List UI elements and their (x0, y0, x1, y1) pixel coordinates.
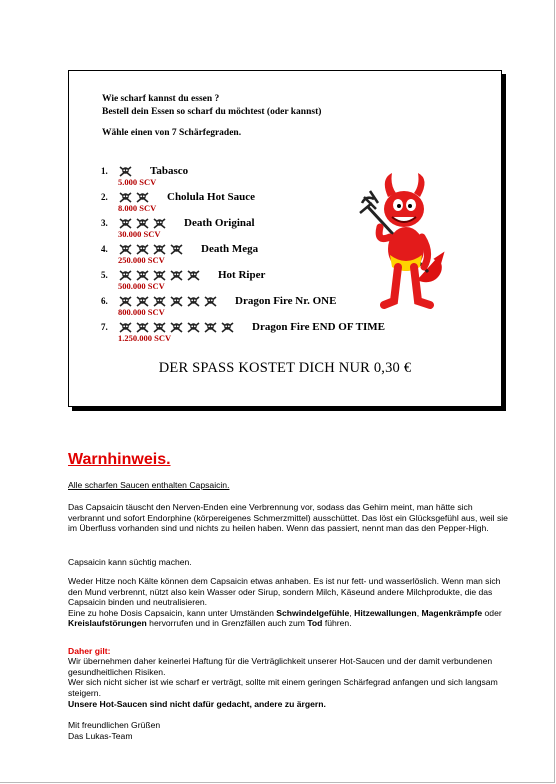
level-scv: 800.000 SCV (118, 307, 165, 317)
menu-box (68, 70, 502, 407)
level-number: 2. (101, 192, 108, 202)
level-item (101, 268, 266, 291)
skull-crossbones-icon (170, 244, 183, 255)
level-row (101, 190, 255, 204)
level-scv: 30.000 SCV (118, 229, 161, 239)
level-row (101, 294, 336, 308)
dose-bold-3: Magenkrämpfe (421, 607, 483, 618)
level-skulls (119, 243, 187, 255)
level-scv: 8.000 SCV (118, 203, 157, 213)
skull-crossbones-icon (153, 218, 166, 229)
paragraph-purpose: Unsere Hot-Saucen sind nicht dafür gedacht, andere zu ärgern. (68, 699, 326, 709)
dose-text-2: , (349, 607, 355, 618)
level-item (101, 242, 259, 265)
skull-crossbones-icon (119, 296, 132, 307)
skull-crossbones-icon (136, 296, 149, 307)
level-row (101, 216, 255, 230)
paragraph-advice: Wer sich nicht sicher ist wie scharf er verträgt, sollte mit einem geringen Schärfegrad anfangen und sich langsam steigern. (68, 677, 498, 698)
level-item (101, 164, 189, 187)
skull-crossbones-icon (204, 296, 217, 307)
skull-crossbones-icon (170, 322, 183, 333)
level-number: 1. (101, 166, 108, 176)
level-skulls (119, 191, 153, 203)
closing-signature: Das Lukas-Team (68, 731, 133, 741)
level-row (101, 242, 258, 256)
level-row (101, 320, 385, 334)
solubility-text: Weder Hitze noch Kälte können dem Capsaicin etwas anhaben. Es ist nur fett- und wasserlöslich. Wenn man sich den Mund verbrennt, nützt also kein Wasser oder Sirup, sondern Milch, Käseund andere Milchprodukte, die das Capsaicin binden und neutralisieren. (68, 576, 501, 608)
skull-crossbones-icon (136, 244, 149, 255)
level-skulls (119, 321, 238, 333)
paragraph-solubility (68, 576, 508, 629)
level-number: 7. (101, 322, 108, 332)
level-scv: 250.000 SCV (118, 255, 165, 265)
level-name: Hot Riper (218, 269, 266, 281)
level-skulls (119, 217, 170, 229)
level-skulls (119, 165, 136, 177)
dose-bold-2: Hitzewallungen (354, 607, 417, 618)
intro-line-2: Bestell dein Essen so scharf du möchtest (oder kannst) (102, 107, 322, 117)
level-scv: 5.000 SCV (118, 177, 157, 187)
skull-crossbones-icon (119, 218, 132, 229)
dose-bold-5: Tod (307, 618, 323, 629)
level-skulls (119, 269, 204, 281)
skull-crossbones-icon (153, 270, 166, 281)
level-item (101, 190, 256, 213)
level-item (101, 320, 386, 343)
level-name: Tabasco (150, 165, 189, 177)
paragraph-capsaicin-effect: Das Capsaicin täuscht den Nerven-Enden eine Verbrennung vor, sodass das Gehirn meint, man hätte sich verbrannt und sofort Endorphine (körpereigenes Schmerzmittel) ausschüttet. Das löst ein Glücksgefühl aus, weil sie im Überfluss vorhanden sind und nichts zu heilen haben. Wenn das passiert, nennt man das den Pepper-High. (68, 502, 508, 534)
skull-crossbones-icon (119, 192, 132, 203)
dose-text-6: führen. (322, 618, 352, 629)
skull-crossbones-icon (153, 296, 166, 307)
skull-crossbones-icon (136, 270, 149, 281)
skull-crossbones-icon (119, 244, 132, 255)
price-line: DER SPASS KOSTET DICH NUR 0,30 € (158, 360, 412, 376)
level-name: Death Mega (201, 243, 259, 255)
dose-text-3: , (416, 607, 422, 618)
skull-crossbones-icon (221, 322, 234, 333)
skull-crossbones-icon (204, 322, 217, 333)
level-item (101, 294, 337, 317)
warning-title: Warnhinweis. (68, 451, 171, 468)
level-scv: 1.250.000 SCV (118, 333, 172, 343)
level-name: Dragon Fire END OF TIME (252, 321, 386, 333)
level-number: 3. (101, 218, 108, 228)
closing-greeting: Mit freundlichen Grüßen (68, 720, 161, 730)
daher-title: Daher gilt: (68, 646, 111, 656)
paragraph-addiction: Capsaicin kann süchtig machen. (68, 557, 192, 567)
skull-crossbones-icon (119, 270, 132, 281)
level-item (101, 216, 255, 239)
skull-crossbones-icon (170, 270, 183, 281)
dose-bold-4: Kreislaufstörungen (68, 618, 147, 629)
level-number: 6. (101, 296, 108, 306)
intro-line-1: Wie scharf kannst du essen ? (102, 94, 220, 104)
level-scv: 500.000 SCV (118, 281, 165, 291)
skull-crossbones-icon (187, 270, 200, 281)
skull-crossbones-icon (119, 322, 132, 333)
skull-crossbones-icon (187, 322, 200, 333)
level-name: Death Original (184, 217, 255, 229)
dose-text-5: hervorrufen und in Grenzfällen auch zum (146, 618, 308, 629)
skull-crossbones-icon (170, 296, 183, 307)
level-number: 4. (101, 244, 108, 254)
level-number: 5. (101, 270, 108, 280)
skull-crossbones-icon (136, 322, 149, 333)
level-name: Cholula Hot Sauce (167, 191, 256, 203)
skull-crossbones-icon (119, 166, 132, 177)
level-row (101, 268, 265, 282)
devil-with-fork-icon (358, 167, 452, 317)
level-skulls (119, 295, 221, 307)
paragraph-capsaicin-note: Alle scharfen Saucen enthalten Capsaicin. (68, 480, 230, 490)
dose-text-4: oder (482, 607, 502, 618)
paragraph-liability: Wir übernehmen daher keinerlei Haftung für die Verträglichkeit unserer Hot-Saucen und der damit verbundenen gesundheitlichen Risiken. (68, 656, 493, 677)
skull-crossbones-icon (136, 218, 149, 229)
dose-text-1: Eine zu hohe Dosis Capsaicin, kann unter Umständen (68, 607, 277, 618)
intro-text (102, 93, 321, 140)
intro-line-3: Wähle einen von 7 Schärfegraden. (102, 128, 242, 138)
level-row (101, 164, 188, 178)
skull-crossbones-icon (153, 322, 166, 333)
skull-crossbones-icon (136, 192, 149, 203)
dose-bold-1: Schwindelgefühle (276, 607, 350, 618)
skull-crossbones-icon (187, 296, 200, 307)
level-name: Dragon Fire Nr. ONE (235, 295, 337, 307)
skull-crossbones-icon (153, 244, 166, 255)
